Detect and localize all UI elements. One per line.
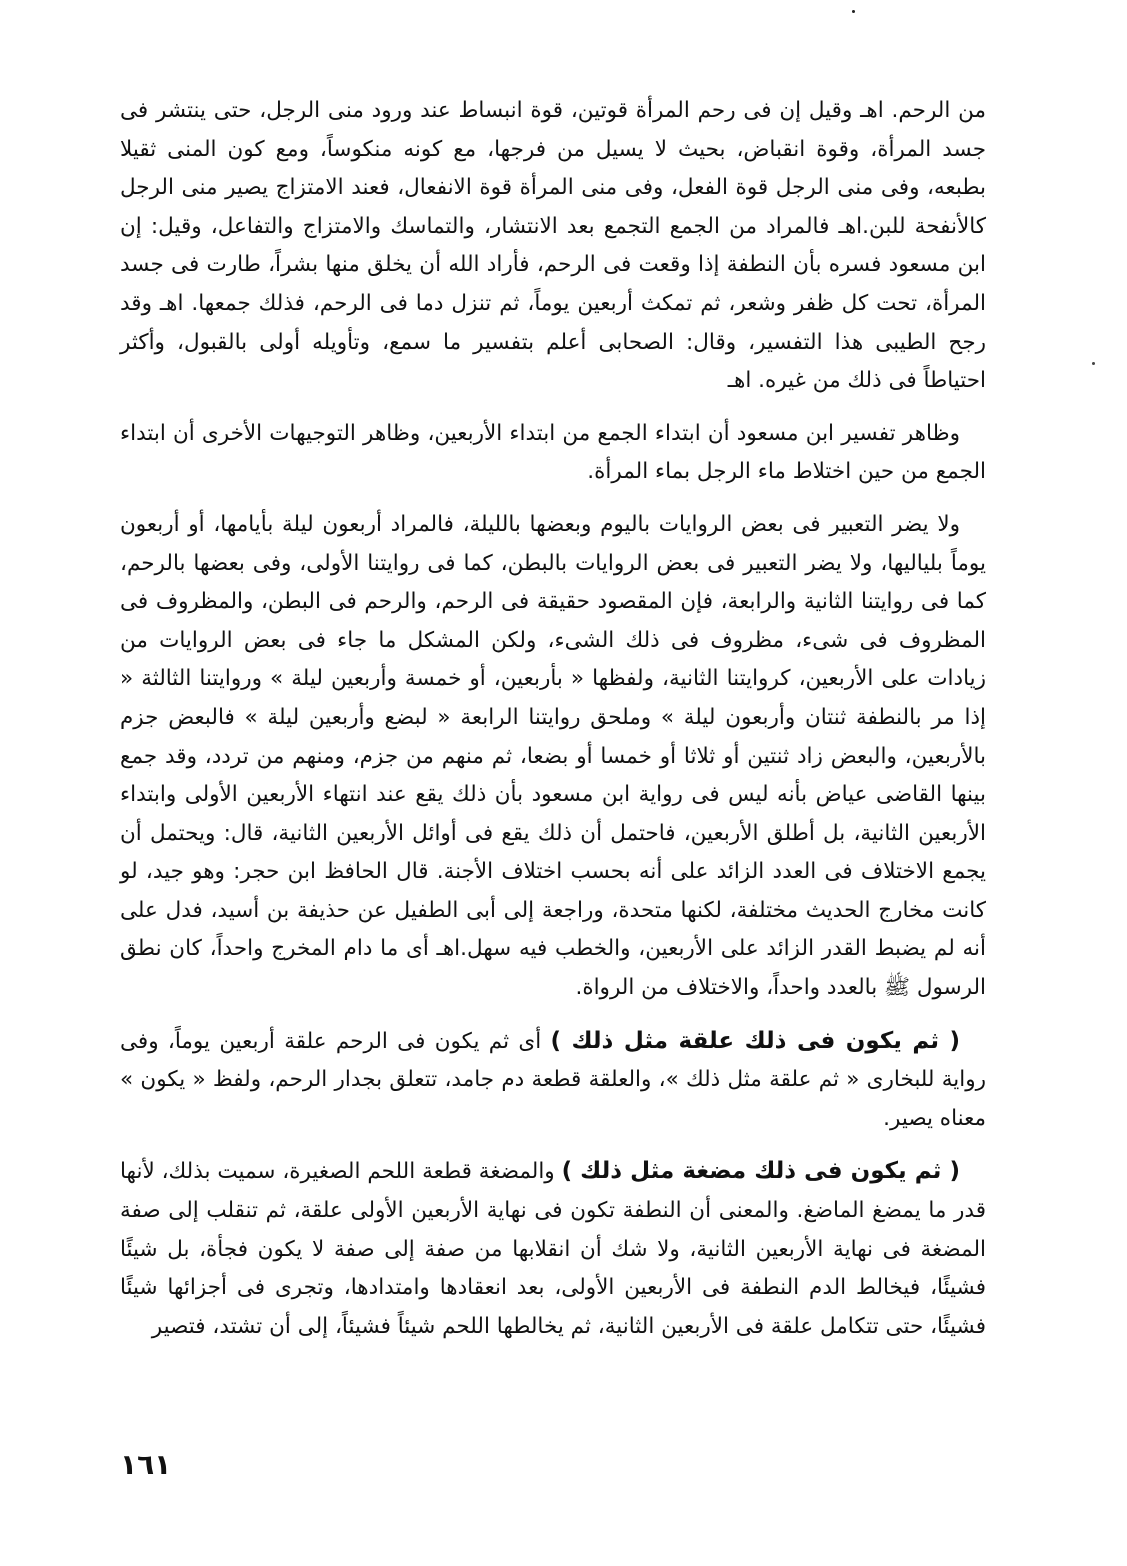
paragraph-2 <box>120 415 986 492</box>
margin-dot-mark <box>1092 362 1095 365</box>
paragraph-4 <box>120 1022 986 1139</box>
scan-dot-mark <box>852 10 855 13</box>
paragraph-3 <box>120 506 986 1008</box>
paragraph-1 <box>120 92 986 401</box>
hadith-quote-alaqa: ( ثم يكون فى ذلك علقة مثل ذلك ) <box>550 1027 960 1054</box>
page-number: ١٦١ <box>120 1448 172 1481</box>
page-body <box>120 92 986 1346</box>
paragraph-5 <box>120 1152 986 1346</box>
paragraph-1-text: من الرحم. اهـ وقيل إن فى رحم المرأة قوتين، قوة انبساط عند ورود منى الرجل، حتى ينتشر فى جسد المرأة، وقوة انقباض، بحيث لا يسيل من فرجها، مع كونه منكوساً، ومع كون المنى ثقيلا بطبعه، وفى منى الرجل قوة الفعل، وفى منى المرأة قوة الانفعال، فعند الامتزاج يصير منى الرجل كالأنفحة للبن.اهـ فالمراد من الجمع التجمع بعد الانتشار، والتماسك والامتزاج والتفاعل، وقيل: إن ابن مسعود فسره بأن النطفة إذا وقعت فى الرحم، فأراد الله أن يخلق منها بشراً، طارت فى جسد المرأة، تحت كل ظفر وشعر، ثم تمكث أربعين يوماً، ثم تنزل دما فى الرحم، فذلك جمعها. اهـ وقد رجح الطيبى هذا التفسير، وقال: الصحابى أعلم بتفسير ما سمع، وتأويله أولى بالقبول، وأكثر احتياطاً فى ذلك من غيره. اهـ <box>120 98 986 394</box>
hadith-quote-mudgha: ( ثم يكون فى ذلك مضغة مثل ذلك ) <box>561 1158 960 1185</box>
paragraph-3-text: ولا يضر التعبير فى بعض الروايات باليوم وبعضها بالليلة، فالمراد أربعون ليلة بأيامها، أو أربعون يوماً بلياليها، ولا يضر التعبير فى بعض الروايات بالبطن، كما فى روايتنا الأولى، وفى بعضها بالرحم، كما فى روايتنا الثانية والرابعة، فإن المقصود حقيقة فى الرحم، والرحم فى البطن، والمظروف فى المظروف فى شىء، مظروف فى ذلك الشىء، ولكن المشكل ما جاء فى بعض الروايات من زيادات على الأربعين، كروايتنا الثانية، ولفظها « بأربعين، أو خمسة وأربعين ليلة » وروايتنا الثالثة « إذا مر بالنطفة ثنتان وأربعون ليلة » وملحق روايتنا الرابعة « لبضع وأربعين ليلة » فالبعض جزم بالأربعين، والبعض زاد ثنتين أو ثلاثا أو خمسا أو بضعا، ثم منهم من جزم، ومنهم من تردد، وقد جمع بينها القاضى عياض بأنه ليس فى رواية ابن مسعود بأن ذلك يقع عند انتهاء الأربعين الأولى وابتداء الأربعين الثانية، بل أطلق الأربعين، فاحتمل أن ذلك يقع فى أوائل الأربعين الثانية، قال: ويحتمل أن يجمع الاختلاف فى العدد الزائد على أنه بحسب اختلاف الأجنة. قال الحافظ ابن حجر: وهو جيد، لو كانت مخارج الحديث مختلفة، لكنها متحدة، وراجعة إلى أبى الطفيل عن حذيفة بن أسيد، فدل على أنه لم يضبط القدر الزائد على الأربعين، والخطب فيه سهل.اهـ أى ما دام المخرج واحداً، كان نطق الرسول ﷺ بالعدد واحداً، والاختلاف من الرواة. <box>120 511 986 1001</box>
paragraph-4-text: أى ثم يكون فى الرحم علقة أربعين يوماً، وفى رواية للبخارى « ثم علقة مثل ذلك »، والعلقة قطعة دم جامد، تتعلق بجدار الرحم، ولفظ « يكون » معناه يصير. <box>120 1028 986 1131</box>
paragraph-2-text: وظاهر تفسير ابن مسعود أن ابتداء الجمع من ابتداء الأربعين، وظاهر التوجيهات الأخرى أن ابتداء الجمع من حين اختلاط ماء الرجل بماء المرأة. <box>120 420 986 485</box>
paragraph-5-text: والمضغة قطعة اللحم الصغيرة، سميت بذلك، لأنها قدر ما يمضغ الماضغ. والمعنى أن النطفة تكون فى نهاية الأربعين الأولى علقة، ثم تنقلب إلى صفة المضغة فى نهاية الأربعين الثانية، ولا شك أن انقلابها من صفة إلى صفة لا يكون فجأة، بل شيئًا فشيئًا، فيخالط الدم النطفة فى الأربعين الأولى، بعد انعقادها وامتدادها، وتجرى فى أجزائها شيئًا فشيئًا، حتى تتكامل علقة فى الأربعين الثانية، ثم يخالطها اللحم شيئاً فشيئاً، إلى أن تشتد، فتصير <box>120 1159 986 1339</box>
